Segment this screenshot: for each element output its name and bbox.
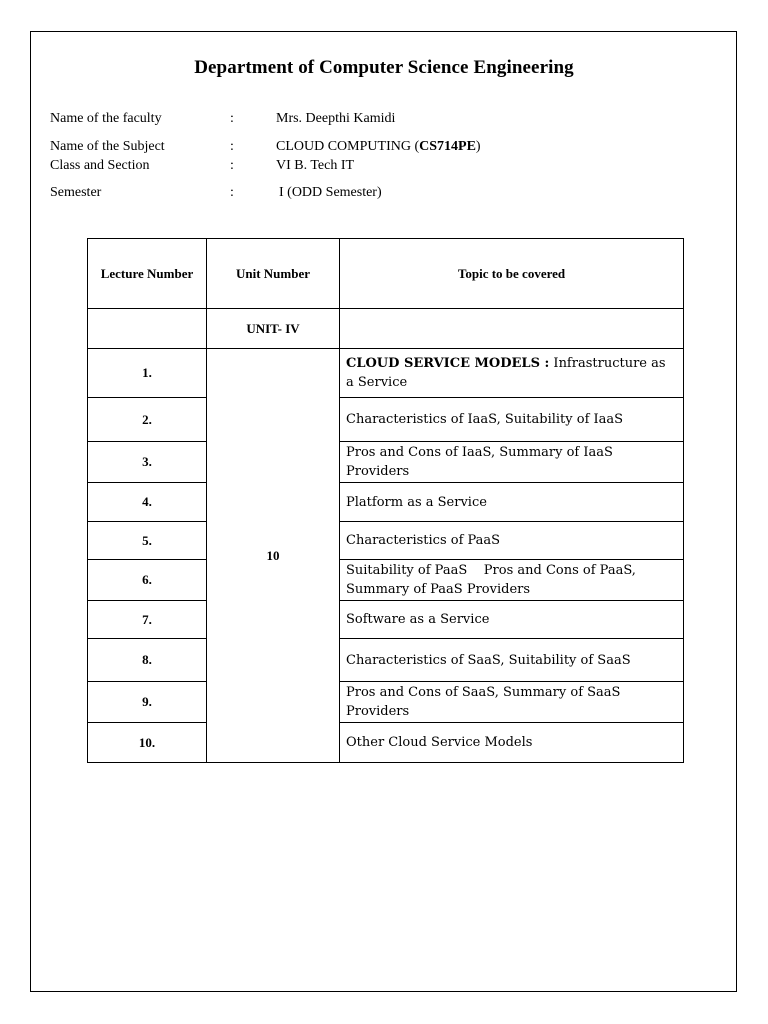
header-topic: Topic to be covered bbox=[340, 239, 684, 309]
header-unit-number: Unit Number bbox=[207, 239, 340, 309]
unit-row-empty-cell bbox=[340, 309, 684, 349]
unit-label: UNIT- IV bbox=[207, 309, 340, 349]
topic-text: Characteristics of IaaS, Suitability of IaaS bbox=[340, 398, 684, 442]
semester-value: I (ODD Semester) bbox=[279, 185, 382, 200]
topic-text: Software as a Service bbox=[340, 601, 684, 639]
topic-text: Other Cloud Service Models bbox=[340, 723, 684, 763]
subject-label: Name of the Subject bbox=[50, 139, 165, 154]
topic-bold: CLOUD SERVICE MODELS : bbox=[346, 356, 550, 371]
table-header-row bbox=[88, 239, 684, 309]
subject-value-prefix: CLOUD COMPUTING ( bbox=[276, 139, 420, 154]
class-section-colon: : bbox=[230, 158, 234, 173]
topic-text: Suitability of PaaS Pros and Cons of PaaS, Summary of PaaS Providers bbox=[340, 560, 684, 601]
topic-text: Pros and Cons of IaaS, Summary of IaaS Providers bbox=[340, 442, 684, 483]
semester-colon: : bbox=[230, 185, 234, 200]
table-row bbox=[88, 682, 684, 723]
subject-colon: : bbox=[230, 139, 234, 154]
unit-number: 10 bbox=[207, 349, 340, 763]
table-row bbox=[88, 442, 684, 483]
lecture-number: 9. bbox=[88, 682, 207, 723]
faculty-value: Mrs. Deepthi Kamidi bbox=[276, 111, 396, 126]
document-title: Department of Computer Science Engineering bbox=[194, 57, 574, 78]
subject-code: CS714PE bbox=[419, 139, 476, 154]
table-row bbox=[88, 639, 684, 682]
topic-text: Pros and Cons of SaaS, Summary of SaaS Providers bbox=[340, 682, 684, 723]
faculty-label: Name of the faculty bbox=[50, 111, 162, 126]
lecture-number: 5. bbox=[88, 522, 207, 560]
lecture-number: 4. bbox=[88, 483, 207, 522]
lecture-number: 1. bbox=[88, 349, 207, 398]
subject-value-suffix: ) bbox=[475, 139, 481, 154]
faculty-colon: : bbox=[230, 111, 234, 126]
semester-label: Semester bbox=[50, 185, 102, 200]
table-row bbox=[88, 723, 684, 763]
unit-row-empty-cell bbox=[88, 309, 207, 349]
lecture-number: 10. bbox=[88, 723, 207, 763]
table-row bbox=[88, 483, 684, 522]
table-row bbox=[88, 601, 684, 639]
lecture-number: 6. bbox=[88, 560, 207, 601]
topic-text: Infrastructure as a Service bbox=[346, 356, 666, 390]
subject-value bbox=[276, 139, 481, 155]
lecture-number: 2. bbox=[88, 398, 207, 442]
table-row bbox=[88, 560, 684, 601]
lecture-number: 8. bbox=[88, 639, 207, 682]
header-lecture-number: Lecture Number bbox=[88, 239, 207, 309]
unit-row bbox=[88, 309, 684, 349]
class-section-label: Class and Section bbox=[50, 158, 150, 173]
topic-text: Characteristics of PaaS bbox=[340, 522, 684, 560]
lecture-schedule-table bbox=[87, 238, 684, 763]
table-row bbox=[88, 522, 684, 560]
lecture-number: 3. bbox=[88, 442, 207, 483]
topic-text: Characteristics of SaaS, Suitability of SaaS bbox=[340, 639, 684, 682]
class-section-value: VI B. Tech IT bbox=[276, 158, 355, 173]
lecture-number: 7. bbox=[88, 601, 207, 639]
table-row bbox=[88, 349, 684, 398]
topic-cell bbox=[340, 349, 684, 398]
topic-text: Platform as a Service bbox=[340, 483, 684, 522]
table-row bbox=[88, 398, 684, 442]
